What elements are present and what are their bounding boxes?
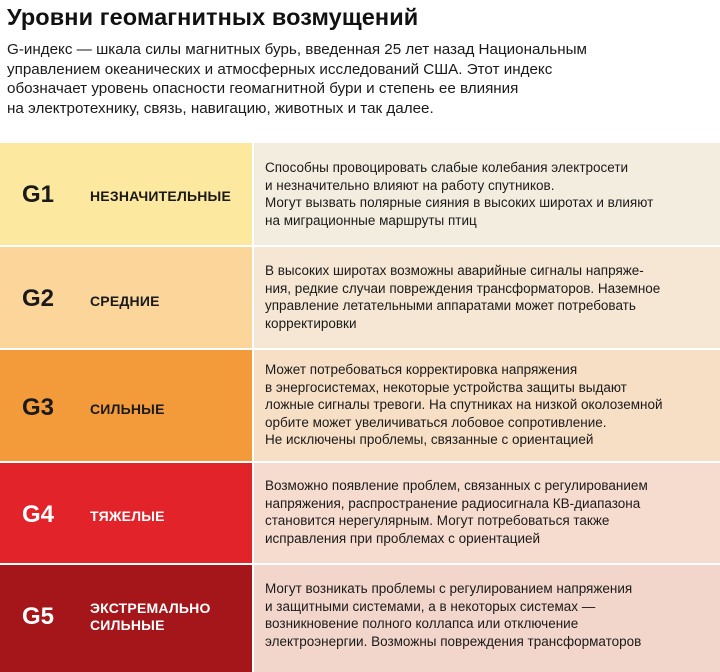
description-line: электроэнергии. Возможны повреждения трансформаторов — [265, 633, 642, 649]
level-row-g2 — [0, 247, 720, 348]
intro-text — [7, 40, 713, 118]
description-line: и незначительно влияют на работу спутников. — [265, 177, 555, 193]
level-code: G5 — [22, 603, 55, 630]
level-row-g5 — [0, 565, 720, 672]
level-description-g4 — [254, 463, 720, 563]
description-line: Способны провоцировать слабые колебания электросети — [265, 160, 629, 175]
description-line: орбите может увеличиваться лобовое сопротивление. — [265, 414, 607, 430]
level-cell-g1 — [0, 143, 252, 245]
level-code: G3 — [22, 394, 55, 421]
level-cell-g4 — [0, 463, 252, 563]
level-row-g3 — [0, 350, 720, 461]
level-label-line: СИЛЬНЫЕ — [90, 401, 165, 417]
level-code: G4 — [22, 501, 55, 528]
level-cell-g3 — [0, 350, 252, 461]
level-code: G1 — [22, 181, 55, 208]
description-line: исправления при проблемах с ориентацией — [265, 530, 541, 546]
level-label — [90, 188, 231, 205]
description-line: Могут вызвать полярные сияния в высоких широтах и влияют — [265, 195, 654, 211]
intro-line: управлением океанических и атмосферных исследований США. Этот индекс — [7, 60, 553, 78]
level-label — [90, 600, 211, 634]
level-cell-g5 — [0, 565, 252, 672]
description-line: возникновение полного коллапса или отключение — [265, 616, 579, 632]
level-row-g1 — [0, 143, 720, 245]
level-label-line: НЕЗНАЧИТЕЛЬНЫЕ — [90, 188, 232, 204]
intro-line: на электротехнику, связь, навигацию, животных и так далее. — [7, 99, 434, 117]
description-text — [265, 159, 714, 229]
level-cell-g2 — [0, 247, 252, 348]
level-description-g2 — [254, 247, 720, 348]
description-line: В высоких широтах возможны аварийные сигналы напряже- — [265, 263, 644, 278]
level-label — [90, 508, 165, 525]
description-line: Могут возникать проблемы с регулированием напряжения — [265, 581, 633, 596]
description-line: Может потребоваться корректировка напряжения — [265, 362, 578, 377]
intro-line: G-индекс — шкала силы магнитных бурь, введенная 25 лет назад Национальным — [7, 41, 587, 58]
description-line: управление летательными аппаратами может потребовать — [265, 298, 636, 314]
description-line: и защитными системами, а в некоторых системах — — [265, 598, 596, 614]
level-label — [90, 401, 165, 418]
description-line: напряжения, распространение радиосигнала КВ-диапазона — [265, 495, 641, 511]
description-line: ния, редкие случаи повреждения трансформаторов. Наземное — [265, 280, 661, 296]
level-label-line: ЭКСТРЕМАЛЬНО — [90, 600, 211, 616]
level-row-g4 — [0, 463, 720, 563]
description-line: в энергосистемах, некоторые устройства защиты выдают — [265, 379, 627, 395]
page-title: Уровни геомагнитных возмущений — [7, 4, 419, 30]
description-line: Возможно появление проблем, связанных с регулированием — [265, 478, 648, 493]
level-code: G2 — [22, 285, 55, 312]
level-description-g5 — [254, 565, 720, 672]
level-label-line: СРЕДНИЕ — [90, 293, 160, 309]
level-description-g3 — [254, 350, 720, 461]
description-line: на миграционные маршруты птиц — [265, 212, 477, 228]
description-line: становится нерегулярным. Могут потребоваться также — [265, 513, 610, 529]
intro-line: обозначает уровень опасности геомагнитной бури и степень ее влияния — [7, 80, 519, 97]
description-text — [265, 477, 714, 547]
description-text — [265, 580, 714, 650]
level-label-line: СИЛЬНЫЕ — [90, 617, 165, 633]
description-text — [265, 262, 714, 332]
level-label — [90, 293, 160, 310]
description-line: Не исключены проблемы, связанные с ориентацией — [265, 432, 594, 448]
description-text — [265, 361, 714, 449]
description-line: ложные сигналы тревоги. На спутниках на низкой околоземной — [265, 397, 663, 413]
level-label-line: ТЯЖЕЛЫЕ — [90, 508, 165, 524]
storm-levels-table — [0, 143, 720, 672]
level-description-g1 — [254, 143, 720, 245]
description-line: корректировки — [265, 315, 357, 331]
